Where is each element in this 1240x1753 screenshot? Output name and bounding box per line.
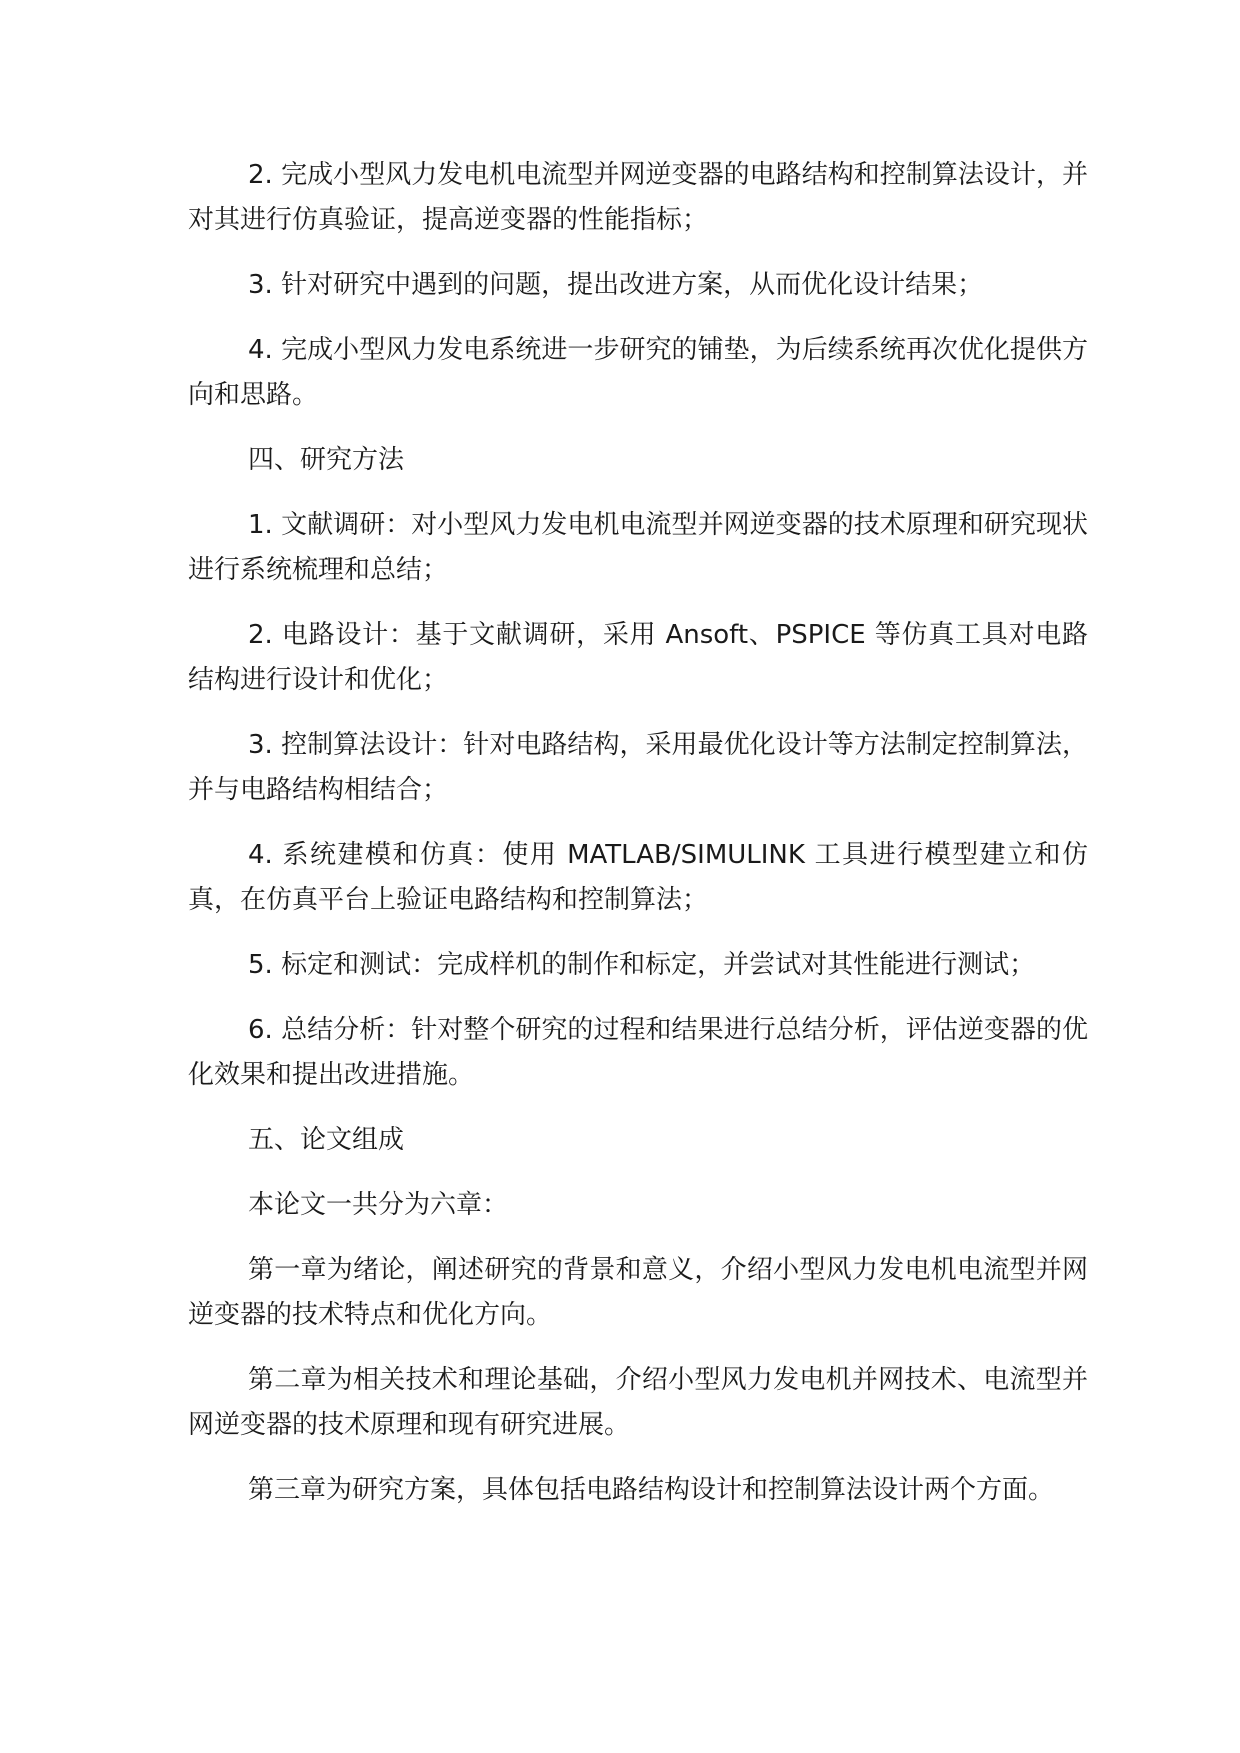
paragraph-objective-4: 4. 完成小型风力发电系统进一步研究的铺垫，为后续系统再次优化提供方向和思路。 (188, 335, 1088, 410)
paragraph-method-5: 5. 标定和测试：完成样机的制作和标定，并尝试对其性能进行测试； (248, 950, 1036, 980)
paragraph-method-6: 6. 总结分析：针对整个研究的过程和结果进行总结分析，评估逆变器的优化效果和提出改进措施。 (188, 1015, 1088, 1090)
paragraph-objective-3: 3. 针对研究中遇到的问题，提出改进方案，从而优化设计结果； (248, 270, 984, 300)
paragraph-chapter-3: 第三章为研究方案，具体包括电路结构设计和控制算法设计两个方面。 (248, 1475, 1055, 1505)
section-heading-research-methods: 四、研究方法 (248, 445, 405, 475)
paragraph-objective-2: 2. 完成小型风力发电机电流型并网逆变器的电路结构和控制算法设计，并对其进行仿真验证，提高逆变器的性能指标； (188, 160, 1088, 235)
document-body (188, 153, 1088, 1533)
paragraph-method-4: 4. 系统建模和仿真：使用 MATLAB/SIMULINK 工具进行模型建立和仿真，在仿真平台上验证电路结构和控制算法； (188, 840, 1088, 915)
paragraph-chapter-2: 第二章为相关技术和理论基础，介绍小型风力发电机并网技术、电流型并网逆变器的技术原理和现有研究进展。 (188, 1365, 1088, 1440)
section-heading-thesis-structure: 五、论文组成 (248, 1125, 405, 1155)
paragraph-chapter-1: 第一章为绪论，阐述研究的背景和意义，介绍小型风力发电机电流型并网逆变器的技术特点和优化方向。 (188, 1255, 1088, 1330)
paragraph-method-3: 3. 控制算法设计：针对电路结构，采用最优化设计等方法制定控制算法，并与电路结构相结合； (188, 730, 1088, 805)
paragraph-chapter-overview: 本论文一共分为六章： (248, 1190, 509, 1220)
paragraph-method-2: 2. 电路设计：基于文献调研，采用 Ansoft、PSPICE 等仿真工具对电路结构进行设计和优化； (188, 620, 1088, 695)
paragraph-method-1: 1. 文献调研：对小型风力发电机电流型并网逆变器的技术原理和研究现状进行系统梳理和总结； (188, 510, 1088, 585)
